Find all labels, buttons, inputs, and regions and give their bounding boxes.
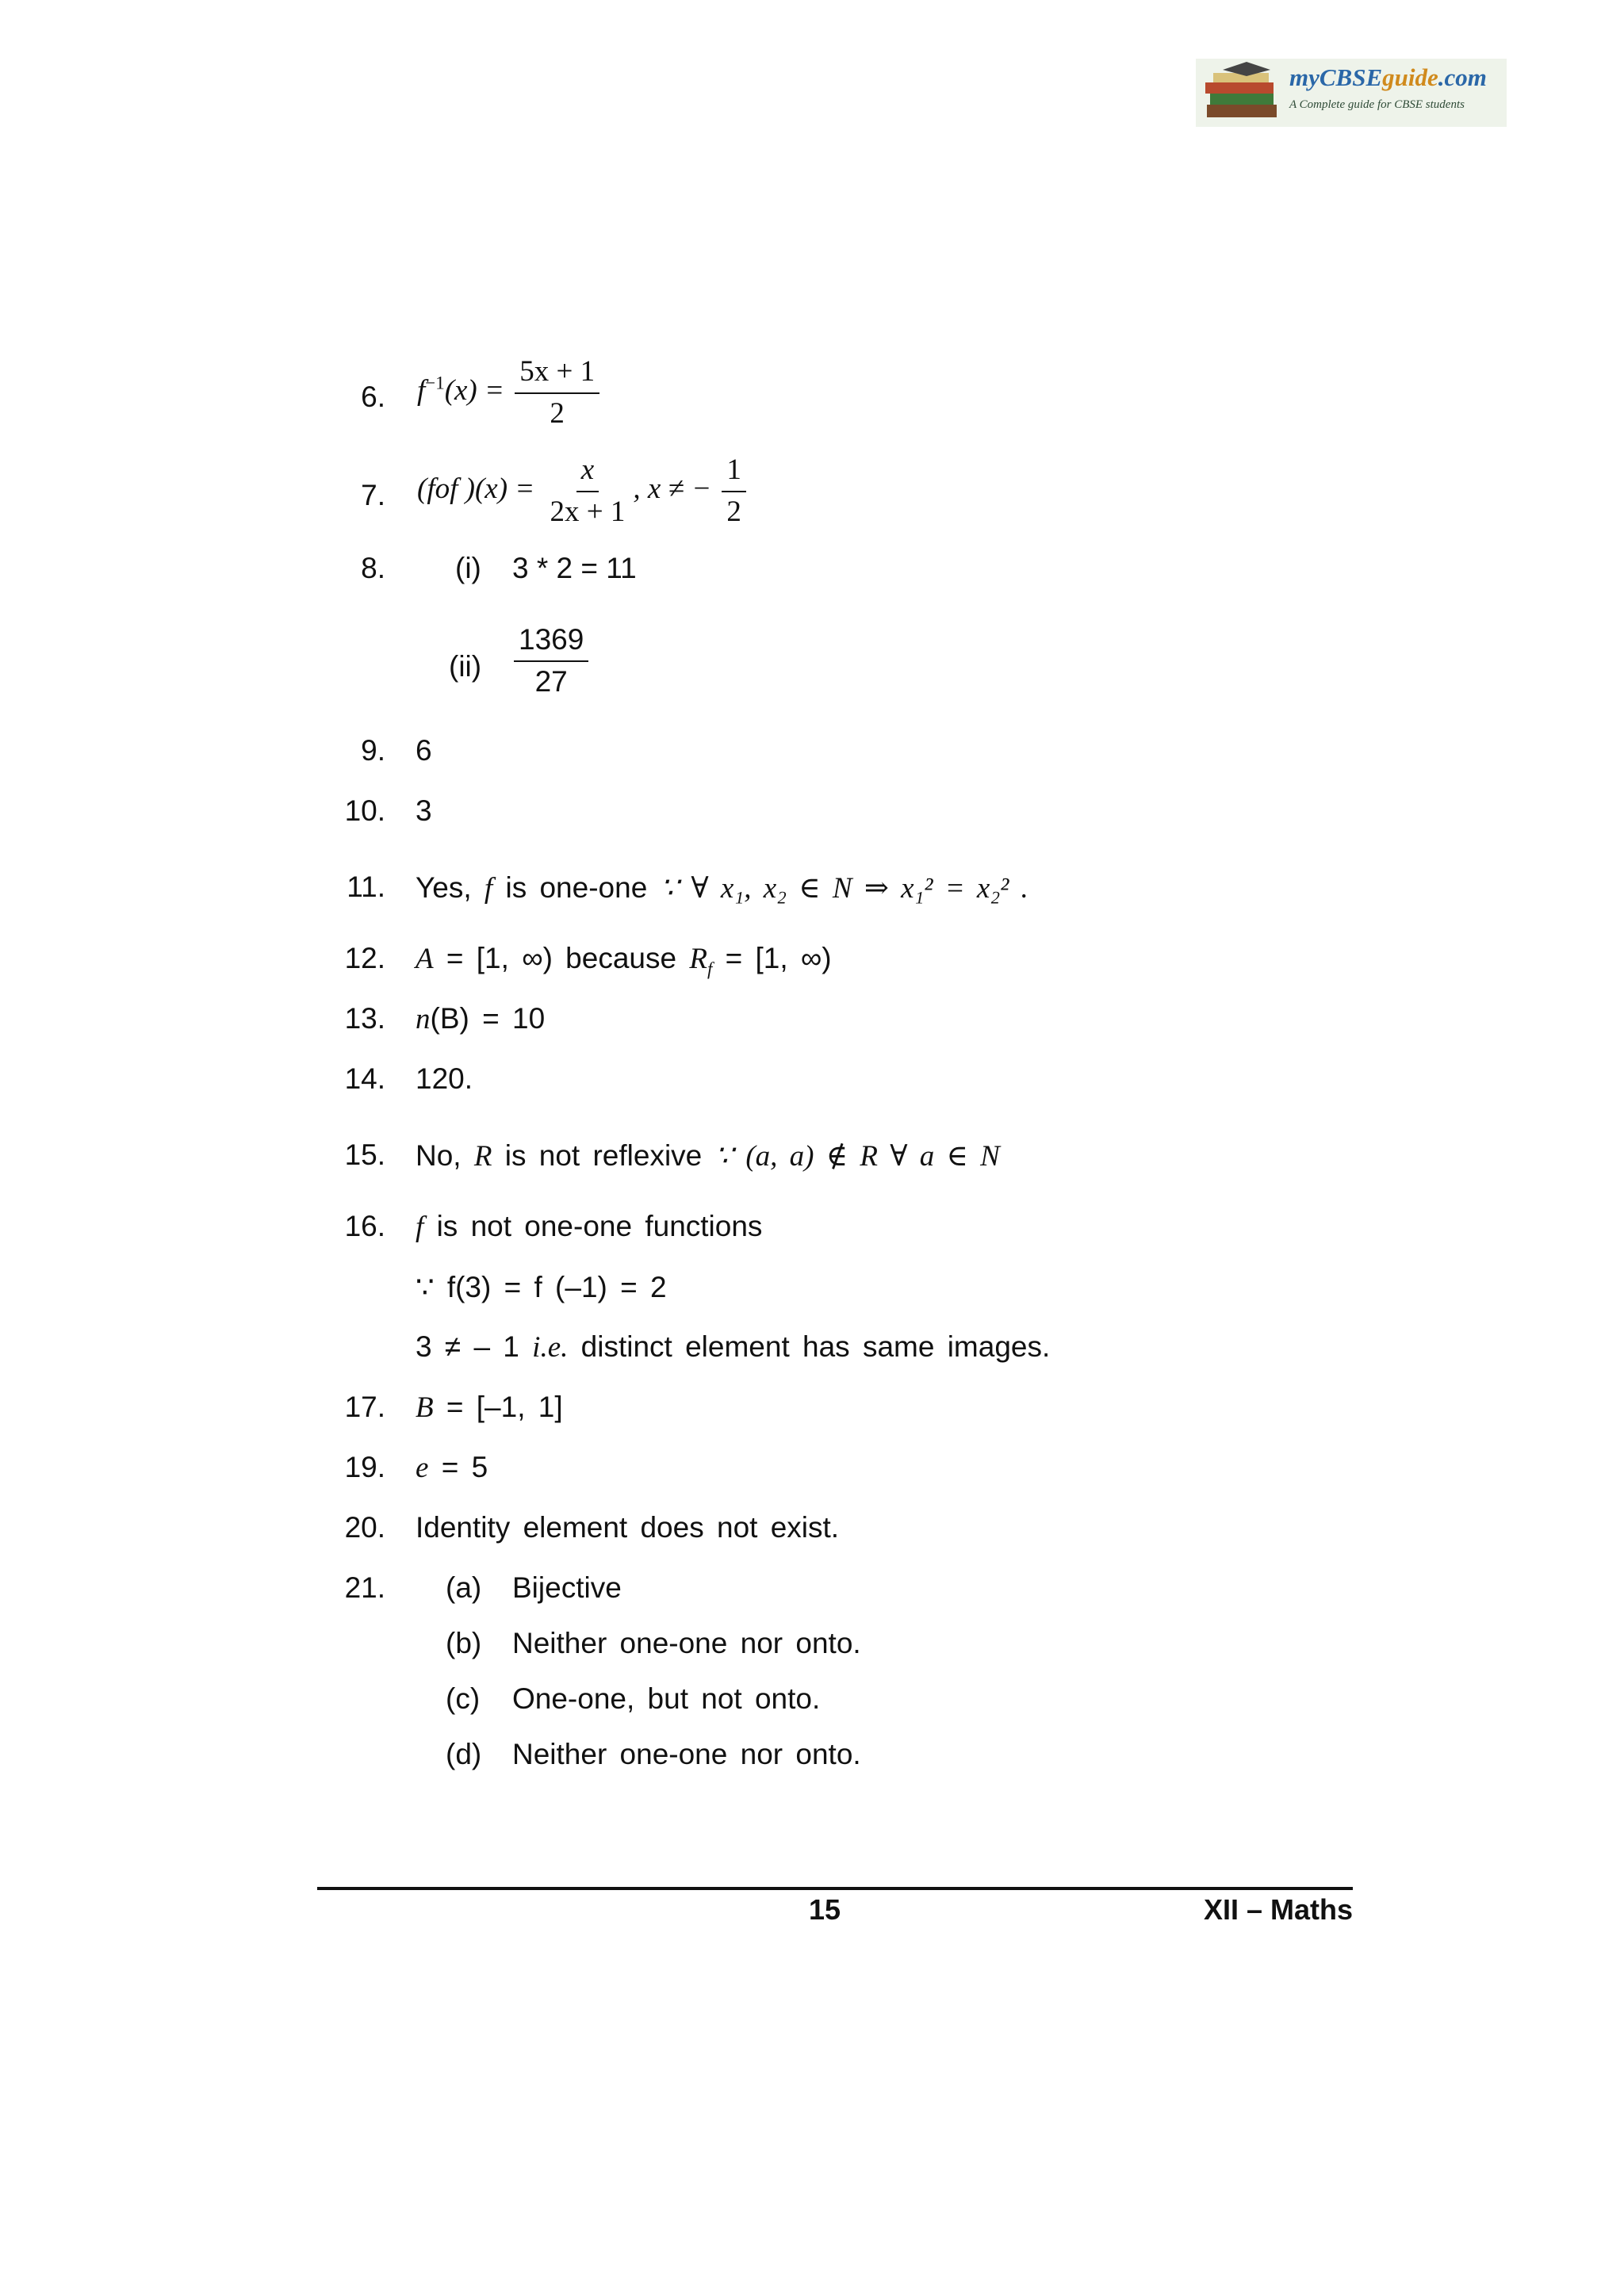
subpart-label: (i) (455, 552, 481, 584)
answer-text: n(B) = 10 (416, 1002, 546, 1035)
subpart-text: Neither one-one nor onto. (512, 1738, 861, 1770)
answer-text: Yes, f is one-one ∵ ∀ x₁, x₂ ∈ N ⇒ x₁² = x₂² . (416, 871, 1028, 905)
subpart-label: (ii) (449, 650, 482, 683)
answer-number: 7. (361, 479, 385, 511)
answer-text: 120. (416, 1062, 473, 1095)
inverse-function-equation: $f^{-1}(x)$ = $\frac{5x + 1}{2}$ (417, 355, 603, 430)
answer-text: Identity element does not exist. (416, 1511, 840, 1544)
subpart-text: Neither one-one nor onto. (512, 1627, 861, 1659)
logo-subtitle: A Complete guide for CBSE students (1289, 98, 1465, 111)
answer-number: 15. (344, 1138, 385, 1171)
answer-number: 14. (344, 1062, 385, 1095)
answer-number: 6. (361, 381, 385, 413)
answer-number: 17. (344, 1391, 385, 1423)
answer-number: 11. (347, 871, 385, 903)
subpart-label: (b) (446, 1627, 482, 1659)
site-logo (1196, 59, 1507, 127)
answer-text: 3 ≠ – 1 i.e. distinct element has same images. (416, 1330, 1051, 1364)
answer-number: 21. (344, 1571, 385, 1604)
page-number: 15 (809, 1893, 841, 1926)
subpart-text: 3 * 2 = 11 (512, 552, 637, 584)
answer-number: 8. (361, 552, 385, 584)
answer-text: 6 (416, 734, 432, 767)
books-icon (1199, 59, 1286, 127)
answer-number: 20. (344, 1511, 385, 1544)
subpart-text: Bijective (512, 1571, 622, 1604)
answer-text: f is not one-one functions (416, 1210, 763, 1243)
subpart-label: (d) (446, 1738, 482, 1770)
logo-title: myCBSEguide.com (1289, 63, 1487, 91)
answer-text: No, R is not reflexive ∵ (a, a) ∉ R ∀ a ∈ N (416, 1139, 1000, 1173)
subpart-label: (c) (446, 1682, 481, 1715)
answer-text: 3 (416, 794, 432, 827)
answer-number: 13. (344, 1002, 385, 1035)
answer-text: ∵ f(3) = f (–1) = 2 (416, 1271, 667, 1303)
answer-text: B = [–1, 1] (416, 1391, 563, 1424)
subpart-text: One-one, but not onto. (512, 1682, 821, 1715)
fraction: $\frac{1369}{27}$ (511, 623, 592, 698)
answer-number: 16. (344, 1210, 385, 1242)
answer-number: 9. (361, 734, 385, 767)
answer-text: A = [1, ∞) because $R_f = [1$, ∞) (416, 942, 832, 979)
footer-rule (317, 1887, 1353, 1890)
subpart-label: (a) (446, 1571, 482, 1604)
subject-label: XII – Maths (1203, 1893, 1353, 1926)
answer-text: e = 5 (416, 1451, 488, 1484)
answer-number: 12. (344, 942, 385, 974)
answer-number: 19. (344, 1451, 385, 1483)
composition-equation: (fof )(x) = $\frac{x}{2x + 1}$ , x ≠ − $\frac{1}{2}$ (417, 453, 749, 529)
answer-number: 10. (344, 794, 385, 827)
